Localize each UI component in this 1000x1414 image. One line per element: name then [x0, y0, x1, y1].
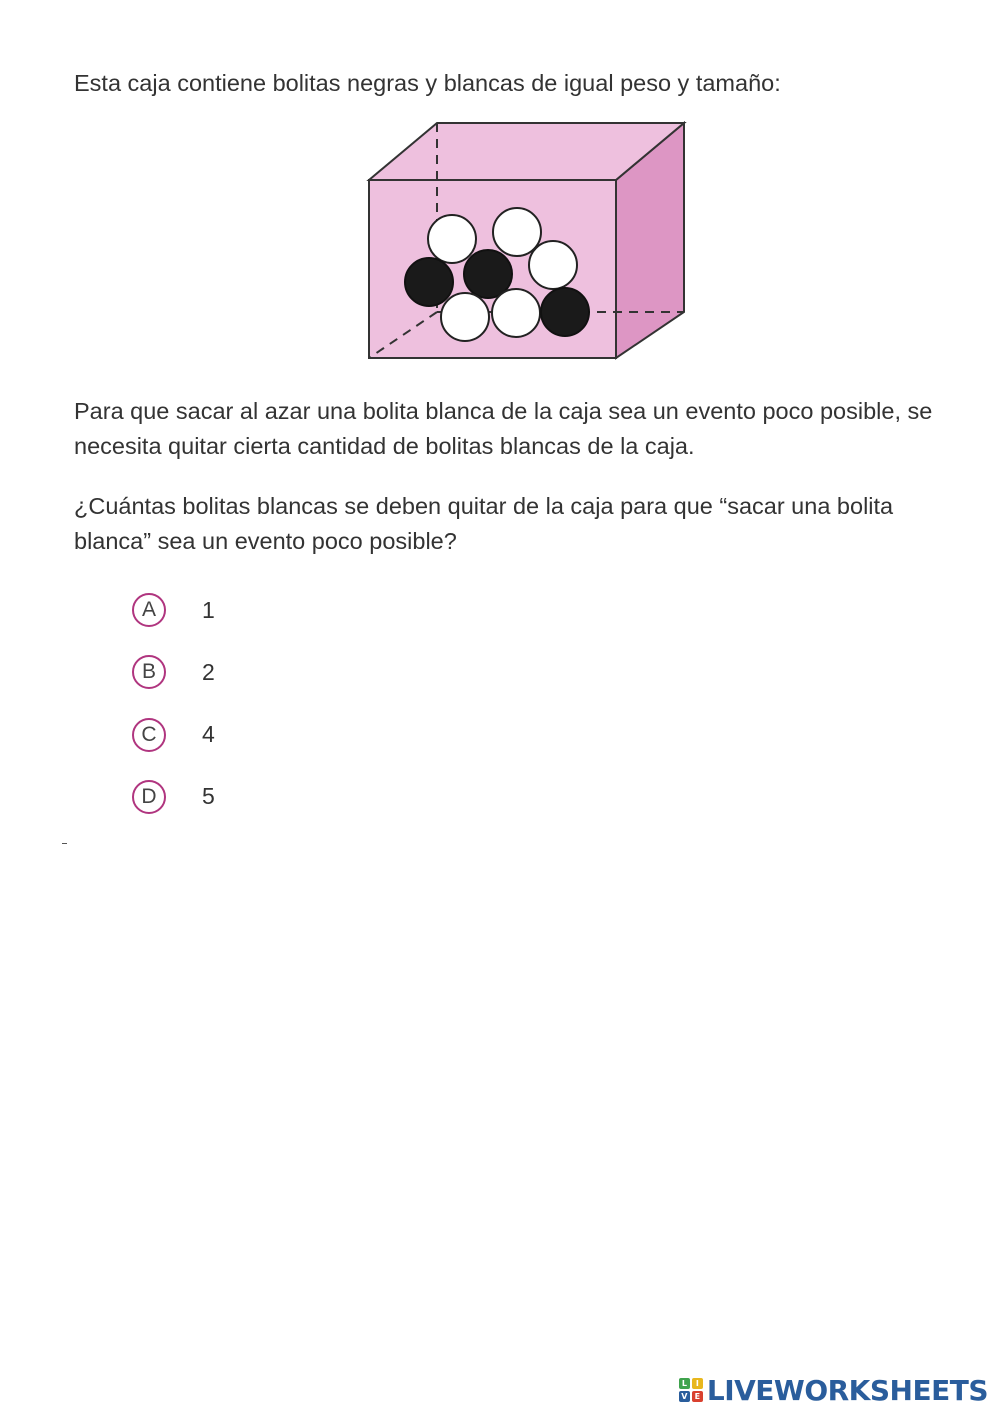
option-d-bubble[interactable]: D — [132, 780, 166, 814]
logo-letter-i: I — [692, 1378, 703, 1389]
stray-mark — [62, 843, 67, 844]
question-text: ¿Cuántas bolitas blancas se deben quitar de la caja para que “sacar una bolita blanca” sea un evento poco posible? — [74, 493, 894, 554]
ball-white — [441, 293, 489, 341]
option-c-value: 4 — [202, 721, 215, 748]
box-illustration — [360, 118, 692, 364]
option-c[interactable] — [132, 715, 432, 755]
option-a-value: 1 — [202, 596, 215, 623]
option-a-bubble[interactable]: A — [132, 593, 166, 627]
ball-black — [541, 288, 589, 336]
ball-white — [529, 241, 577, 289]
ball-white — [493, 208, 541, 256]
option-c-bubble[interactable]: C — [132, 718, 166, 752]
option-b[interactable] — [132, 652, 432, 692]
option-d[interactable] — [132, 777, 432, 817]
ball-black — [405, 258, 453, 306]
option-b-bubble[interactable]: B — [132, 655, 166, 689]
option-a[interactable] — [132, 590, 432, 630]
answer-options — [132, 590, 432, 839]
intro-text: Esta caja contiene bolitas negras y blancas de igual peso y tamaño: — [74, 70, 781, 96]
logo-letter-e: E — [692, 1391, 703, 1402]
liveworksheets-logo-icon — [679, 1378, 703, 1402]
option-d-value: 5 — [202, 783, 215, 810]
logo-letter-v: V — [679, 1391, 690, 1402]
brand-wordmark: LIVEWORKSHEETS — [706, 1373, 988, 1407]
box-with-balls-svg — [360, 118, 692, 364]
context-paragraph: Para que sacar al azar una bolita blanca de la caja sea un evento poco posible, se necesita quitar cierta cantidad de bolitas blancas de la caja. — [74, 398, 933, 459]
logo-letter-l: L — [679, 1378, 690, 1389]
liveworksheets-brand — [679, 1373, 988, 1407]
ball-white — [492, 289, 540, 337]
option-b-value: 2 — [202, 658, 215, 685]
ball-white — [428, 215, 476, 263]
